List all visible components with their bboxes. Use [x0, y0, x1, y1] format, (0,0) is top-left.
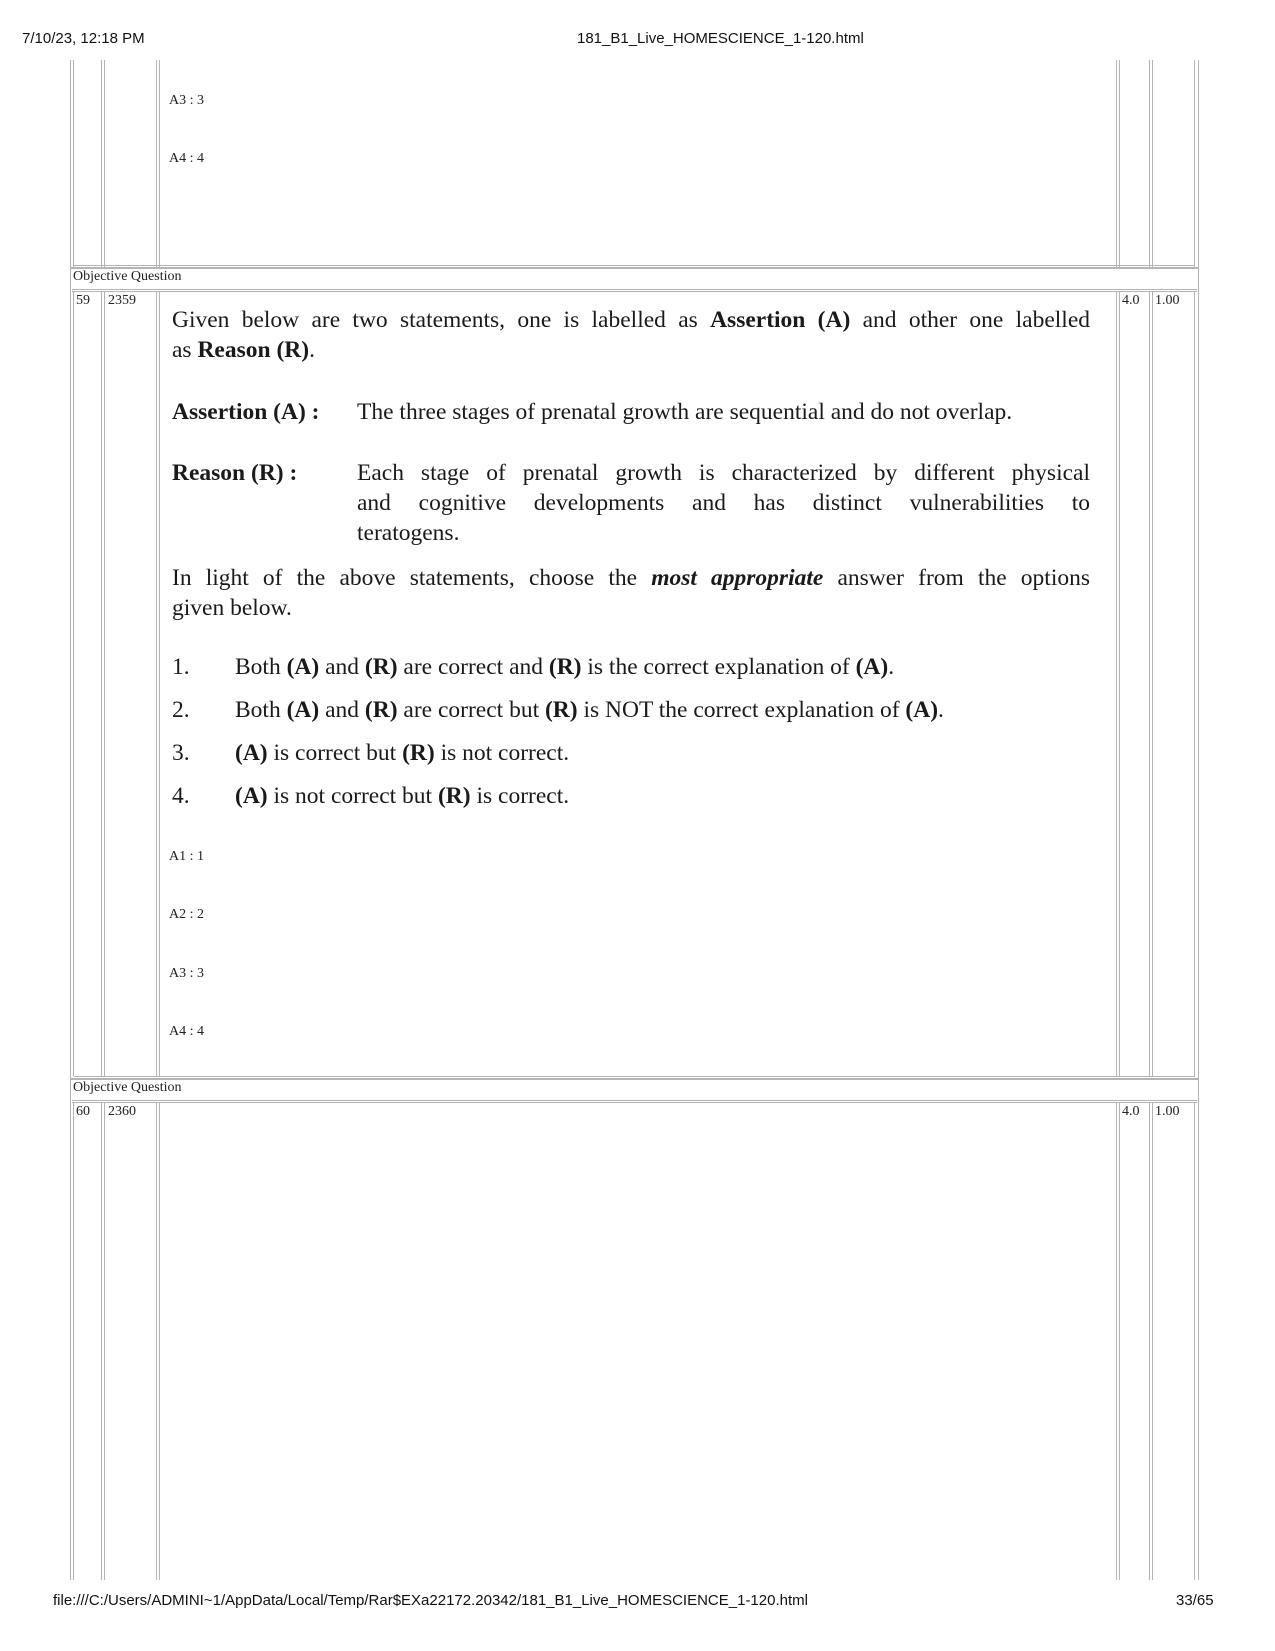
instruction-line-1: In light of the above statements, choose the most appropriate answer from the options: [172, 565, 1091, 591]
reason-text-line-2: and cognitive developments and has distinct vulnerabilities to: [357, 490, 1090, 516]
answer-3: A3 : 3: [169, 966, 204, 981]
file-url: file:///C:/Users/ADMINI~1/AppData/Local/Temp/Rar$EXa22172.20342/181_B1_Live_HOMESCIENCE_1-120.html: [53, 1592, 808, 1609]
answer-4: A4 : 4: [169, 1024, 204, 1039]
page-number: 33/65: [1176, 1592, 1214, 1609]
option-1-text: Both (A) and (R) are correct and (R) is the correct explanation of (A).: [235, 654, 895, 680]
prev-answer-3: A4 : 4: [169, 151, 204, 166]
question-60-marks: 4.0: [1122, 1104, 1140, 1119]
option-2-number: 2.: [172, 697, 190, 723]
reason-text-line-1: Each stage of prenatal growth is characterized by different physical: [357, 460, 1090, 486]
option-2-text: Both (A) and (R) are correct but (R) is NOT the correct explanation of (A).: [235, 697, 944, 723]
print-timestamp: 7/10/23, 12:18 PM: [22, 30, 145, 47]
question-negative-marks: 1.00: [1155, 293, 1180, 308]
option-1-number: 1.: [172, 654, 190, 680]
question-number: 59: [76, 293, 90, 308]
answer-2: A2 : 2: [169, 907, 204, 922]
question-60-id: 2360: [108, 1104, 136, 1119]
question-id: 2359: [108, 293, 136, 308]
assertion-label: Assertion (A) :: [172, 399, 320, 425]
document-title: 181_B1_Live_HOMESCIENCE_1-120.html: [577, 30, 864, 47]
question-60-number: 60: [76, 1104, 90, 1119]
option-3-number: 3.: [172, 740, 190, 766]
option-4-number: 4.: [172, 783, 190, 809]
answer-1: A1 : 1: [169, 849, 204, 864]
section-label-q59: Objective Question: [73, 269, 182, 284]
assertion-text: The three stages of prenatal growth are sequential and do not overlap.: [357, 399, 1013, 425]
prev-answer-2: A3 : 3: [169, 93, 204, 108]
instruction-line-2: given below.: [172, 595, 292, 621]
option-3-text: (A) is correct but (R) is not correct.: [235, 740, 570, 766]
reason-label: Reason (R) :: [172, 460, 298, 486]
question-marks: 4.0: [1122, 293, 1140, 308]
question-60-negative-marks: 1.00: [1155, 1104, 1180, 1119]
intro-line-1: Given below are two statements, one is labelled as Assertion (A) and other one labelled: [172, 307, 1090, 333]
section-label-q60: Objective Question: [73, 1080, 182, 1095]
option-4-text: (A) is not correct but (R) is correct.: [235, 783, 570, 809]
reason-text-line-3: teratogens.: [357, 520, 460, 546]
intro-line-2: as Reason (R).: [172, 337, 315, 363]
